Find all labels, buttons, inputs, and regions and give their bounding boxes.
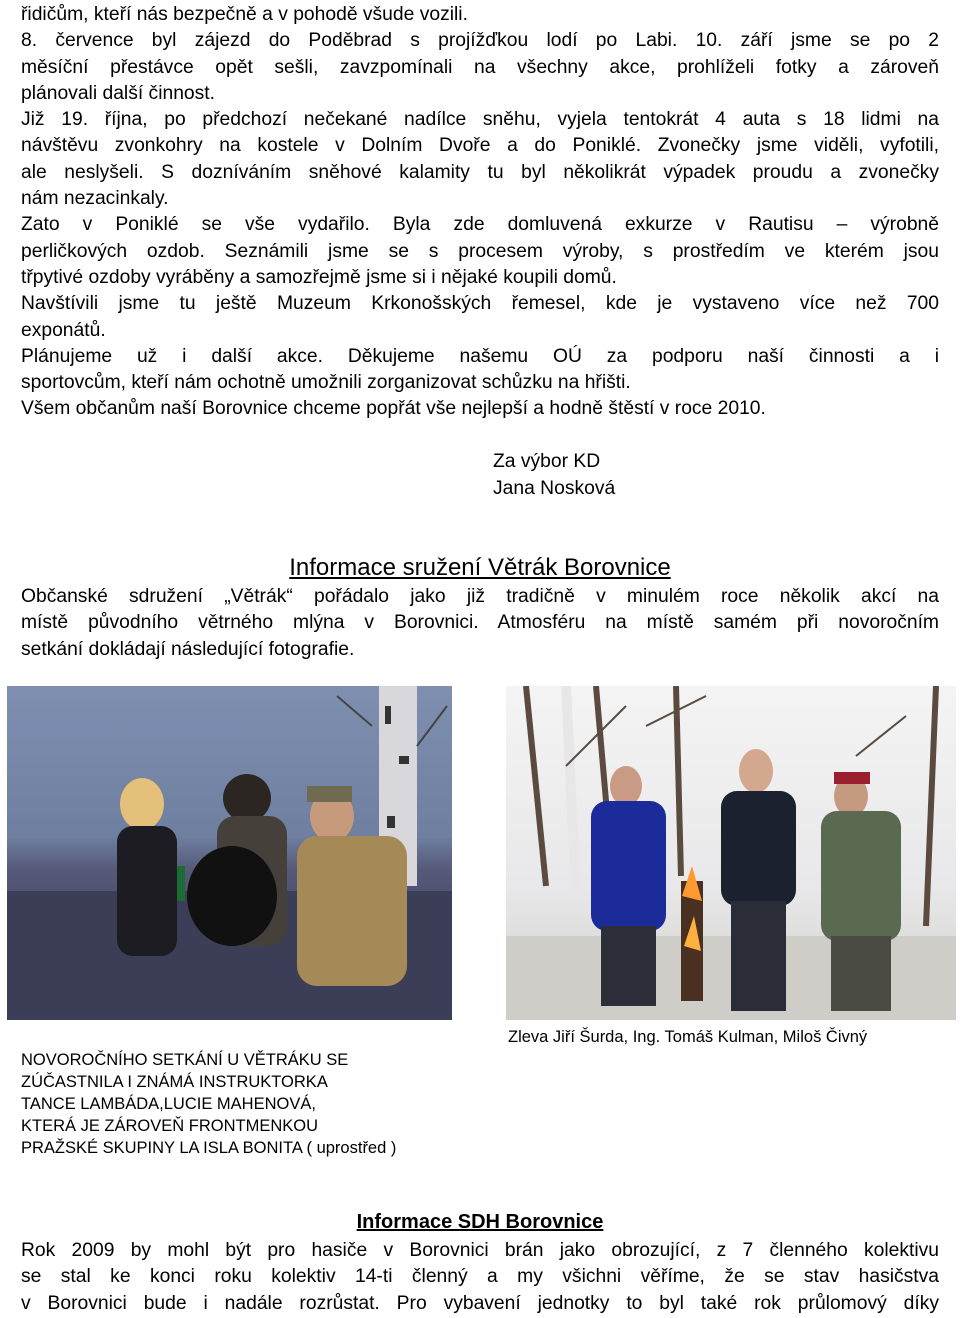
text-line: v Borovnici bude i nadále rozrůstat. Pro vybavení jednotky to byl také rok průlomový díky: [21, 1292, 939, 1314]
text-line: Rok 2009 by mohl být pro hasiče v Borovnici brán jako obrozující, z 7 členného kolektivu: [21, 1240, 939, 1261]
text-line: Již 19. října, po předchozí nečekané nadílce sněhu, vyjela tentokrát 4 auta s 18 lidmi na: [21, 109, 939, 131]
caption-line: KTERÁ JE ZÁROVEŇ FRONTMENKOU: [21, 1117, 319, 1135]
signature: [493, 448, 615, 502]
photo-caption-left: [21, 1049, 396, 1159]
text-line: 8. července byl zájezd do Poděbrad s projížďkou lodí po Labi. 10. září jsme se po 2: [21, 30, 939, 52]
signature-name: Jana Nosková: [493, 478, 616, 499]
vetrak-text: [21, 584, 939, 663]
text-line: se stal ke konci roku kolektiv 14-ti členný a my všichni věříme, že se stav hasičstva: [21, 1266, 939, 1288]
text-line: řidičům, kteří nás bezpečně a v pohodě všude vozili.: [21, 4, 468, 25]
photo-new-year-meeting: [7, 686, 452, 1020]
text-line: Zato v Poniklé se vše vydařilo. Byla zde domluvená exkurze v Rautisu – výrobně: [21, 214, 939, 236]
text-line: místě původního větrného mlýna v Borovnici. Atmosféru na místě samém při novoročním: [21, 612, 939, 634]
text-line: Navštívili jsme tu ještě Muzeum Krkonošských řemesel, kde je vystaveno více než 700: [21, 293, 939, 315]
text-line: perličkových ozdob. Seznámili jsme se s procesem výroby, s prostředím ve kterém jsou: [21, 240, 939, 262]
text-line: třpytivé ozdoby vyráběny a samozřejmě jsme si i nějaké koupili domů.: [21, 266, 617, 288]
text-line: nám nezacinkaly.: [21, 188, 169, 210]
text-line: ale neslyšeli. S dozníváním sněhové kalamity tu byl několikrát výpadek proudu a zvonečky: [21, 161, 939, 183]
text-line: návštěvu zvonkohry na kostele v Dolním Dvoře a do Poniklé. Zvonečky jsme viděli, vyfotili,: [21, 135, 939, 157]
caption-line: ZÚČASTNILA I ZNÁMÁ INSTRUKTORKA: [21, 1073, 328, 1091]
caption-line: TANCE LAMBÁDA,LUCIE MAHENOVÁ,: [21, 1095, 316, 1113]
sdh-text: [21, 1238, 939, 1317]
text-line: měsíční přestávce opět sešli, zavzpomínali na všechny akce, prohlíželi fotky a zároveň: [21, 56, 939, 78]
text-line: sportovcům, kteří nám ochotně umožnili zorganizovat schůzku na hřišti.: [21, 372, 631, 394]
text-line: exponátů.: [21, 319, 106, 341]
text-line: plánovali další činnost.: [21, 82, 215, 104]
text-line: Všem občanům naší Borovnice chceme popřát vše nejlepší a hodně štěstí v roce 2010.: [21, 398, 766, 420]
section-title-sdh: Informace SDH Borovnice: [356, 1211, 604, 1233]
signature-line: Za výbor KD: [493, 451, 601, 472]
text-line: Občanské sdružení „Větrák“ pořádalo jako již tradičně v minulém roce několik akcí na: [21, 586, 939, 607]
photo-caption-right: Zleva Jiří Šurda, Ing. Tomáš Kulman, Miloš Čivný: [508, 1028, 868, 1046]
caption-line: NOVOROČNÍHO SETKÁNÍ U VĚTRÁKU SE: [21, 1051, 349, 1069]
text-line: Plánujeme už i další akce. Děkujeme našemu OÚ za podporu naší činnosti a i: [21, 345, 939, 367]
section-title-vetrak: Informace sružení Větrák Borovnice: [289, 554, 671, 581]
caption-line: PRAŽSKÉ SKUPINY LA ISLA BONITA ( uprostřed ): [21, 1139, 397, 1157]
text-line: setkání dokládají následující fotografie.: [21, 638, 355, 660]
photo-three-men: [506, 686, 956, 1020]
intro-text: [21, 2, 939, 423]
